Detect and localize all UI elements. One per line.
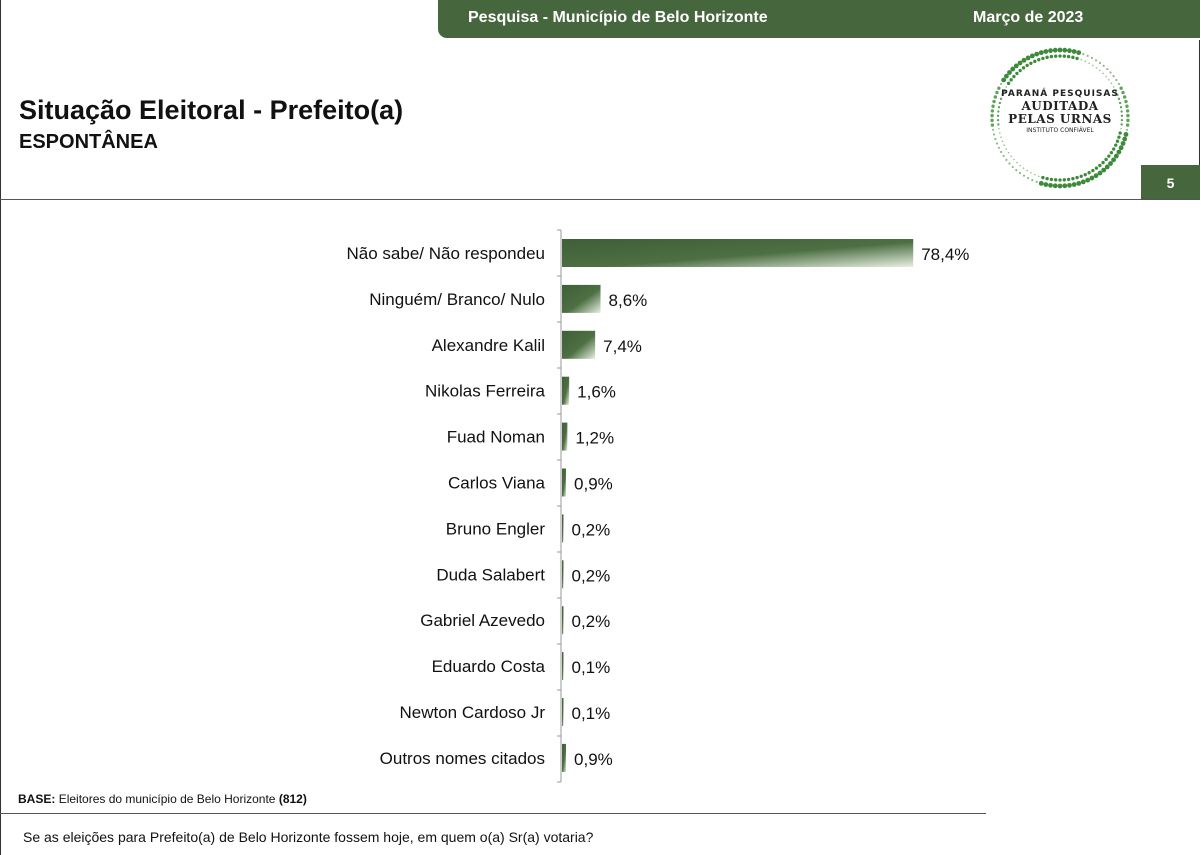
logo-dot bbox=[1039, 50, 1044, 55]
logo-dot bbox=[1121, 141, 1126, 146]
logo-dot bbox=[1041, 57, 1044, 60]
logo-dot bbox=[1114, 144, 1117, 147]
logo-dot bbox=[1007, 82, 1010, 85]
logo-dot bbox=[1101, 161, 1104, 164]
logo-dot bbox=[1067, 183, 1072, 188]
logo-dot bbox=[1048, 183, 1053, 188]
logo-dot bbox=[1076, 50, 1081, 55]
logo-dot bbox=[1099, 70, 1101, 72]
bar bbox=[562, 285, 601, 313]
logo-dot bbox=[1030, 172, 1032, 174]
logo-dot bbox=[1005, 159, 1007, 161]
logo-dot bbox=[1010, 155, 1012, 157]
value-label: 0,1% bbox=[571, 658, 611, 678]
logo-dot bbox=[1071, 177, 1074, 180]
bar bbox=[562, 652, 564, 680]
logo-dot bbox=[1112, 75, 1114, 77]
logo-dot bbox=[1033, 60, 1036, 63]
logo-dot bbox=[1014, 64, 1019, 69]
header-date: Março de 2023 bbox=[973, 9, 1084, 26]
logo-dot bbox=[1108, 79, 1110, 81]
logo-dot bbox=[1110, 151, 1113, 154]
bar bbox=[562, 239, 913, 267]
base-note bbox=[18, 792, 307, 806]
value-label: 8,6% bbox=[608, 290, 648, 310]
logo-dot bbox=[1027, 177, 1029, 179]
logo-dot bbox=[1015, 72, 1018, 75]
logo-dot bbox=[1018, 69, 1021, 72]
category-label: Ninguém/ Branco/ Nulo bbox=[369, 289, 545, 309]
category-label: Newton Cardoso Jr bbox=[399, 703, 545, 722]
category-label: Fuad Noman bbox=[446, 427, 545, 447]
logo-dot bbox=[1041, 176, 1044, 179]
logo-dot bbox=[1092, 65, 1094, 67]
value-label: 0,9% bbox=[574, 474, 613, 494]
logo-dot bbox=[1058, 184, 1063, 189]
logo-dot bbox=[1001, 78, 1006, 83]
logo-dot bbox=[1119, 145, 1124, 150]
logo-dot bbox=[1000, 136, 1002, 138]
bar bbox=[562, 469, 566, 497]
logo-dot bbox=[1098, 164, 1101, 167]
value-label: 0,2% bbox=[571, 612, 611, 632]
logo-dot bbox=[1081, 180, 1086, 185]
logo-dot bbox=[1000, 151, 1002, 153]
bar bbox=[562, 377, 569, 405]
logo-dot bbox=[1013, 159, 1015, 161]
logo-dot bbox=[1122, 137, 1127, 142]
logo-line-3: PELAS URNAS bbox=[1008, 112, 1112, 126]
base-text: Eleitores do município de Belo Horizonte bbox=[58, 792, 276, 806]
bar bbox=[562, 514, 564, 542]
logo-dot bbox=[1037, 58, 1040, 61]
value-label: 0,2% bbox=[571, 566, 611, 586]
logo-dot bbox=[998, 147, 1000, 149]
logo-dot bbox=[1062, 183, 1067, 188]
logo-dot bbox=[1067, 55, 1070, 58]
logo-dot bbox=[1054, 54, 1057, 57]
header-survey-title: Pesquisa - Município de Belo Horizonte bbox=[468, 9, 768, 26]
logo-dot bbox=[1062, 48, 1067, 53]
logo-dot bbox=[1112, 147, 1115, 150]
logo-dot bbox=[1038, 175, 1040, 177]
logo-dot bbox=[1053, 183, 1058, 188]
logo-dot bbox=[1022, 58, 1027, 63]
logo-dot bbox=[1101, 168, 1106, 173]
logo-dot bbox=[1045, 177, 1048, 180]
logo-dot bbox=[1036, 181, 1038, 183]
category-label: Eduardo Costa bbox=[431, 657, 545, 677]
logo-dot bbox=[1058, 178, 1061, 181]
logo-dot bbox=[1034, 52, 1039, 57]
logo-dot bbox=[1031, 179, 1033, 181]
category-label: Nikolas Ferreira bbox=[425, 381, 545, 401]
logo-dot bbox=[1016, 162, 1018, 164]
logo-dot bbox=[1026, 56, 1031, 61]
logo-dot bbox=[1105, 76, 1107, 78]
logo-dot bbox=[1000, 83, 1002, 85]
logo-dot bbox=[1088, 62, 1090, 64]
logo-dot bbox=[1087, 55, 1089, 57]
logo-dot bbox=[1009, 78, 1012, 81]
category-label: Duda Salabert bbox=[436, 565, 545, 585]
logo-dot bbox=[1063, 54, 1066, 57]
logo-dot bbox=[1029, 62, 1032, 65]
logo-dot bbox=[1023, 175, 1025, 177]
value-label: 78,4% bbox=[921, 245, 970, 264]
logo-dot bbox=[1090, 176, 1095, 181]
logo-dot bbox=[1103, 65, 1105, 67]
logo-dot bbox=[1071, 56, 1074, 59]
logo-dot bbox=[1043, 49, 1048, 54]
logo-dot bbox=[1067, 178, 1070, 181]
logo-dot bbox=[1050, 178, 1053, 181]
logo-dot bbox=[1107, 154, 1110, 157]
logo-dot bbox=[1084, 173, 1087, 176]
logo-dot bbox=[1113, 86, 1115, 88]
logo-dot bbox=[1054, 178, 1057, 181]
logo-dot bbox=[1026, 170, 1028, 172]
logo-dot bbox=[1111, 83, 1113, 85]
value-label: 1,6% bbox=[577, 382, 616, 402]
category-label: Bruno Engler bbox=[445, 519, 545, 539]
logo-dot bbox=[1018, 61, 1023, 66]
parana-pesquisas-logo bbox=[980, 42, 1140, 197]
bar bbox=[562, 606, 564, 634]
logo-dot bbox=[994, 138, 996, 140]
logo-dot bbox=[1082, 53, 1084, 55]
logo-dot bbox=[1012, 166, 1014, 168]
logo-dot bbox=[1022, 66, 1025, 69]
logo-dot bbox=[1087, 171, 1090, 174]
logo-dot bbox=[1080, 175, 1083, 178]
logo-dot bbox=[1023, 167, 1025, 169]
logo-dot bbox=[1104, 158, 1107, 161]
bar bbox=[562, 698, 564, 726]
logo-dot bbox=[996, 142, 998, 144]
bar bbox=[562, 423, 567, 451]
logo-dot bbox=[1003, 155, 1005, 157]
logo-dot bbox=[1075, 57, 1078, 60]
logo-dot bbox=[1050, 55, 1053, 58]
logo-dot bbox=[1091, 169, 1094, 172]
logo-dot bbox=[1043, 182, 1048, 187]
header-bar bbox=[438, 0, 1200, 38]
logo-dot bbox=[1030, 53, 1035, 58]
logo-dot bbox=[1008, 152, 1010, 154]
logo-dot bbox=[1095, 166, 1098, 169]
logo-dot bbox=[1116, 150, 1121, 155]
logo-dot bbox=[1006, 86, 1008, 88]
logo-dot bbox=[1039, 181, 1044, 186]
base-count: (812) bbox=[278, 792, 307, 806]
logo-dot bbox=[1034, 174, 1036, 176]
category-label: Carlos Viana bbox=[447, 473, 545, 493]
bar bbox=[562, 331, 595, 359]
logo-dot bbox=[1091, 57, 1093, 59]
page-subtitle: ESPONTÂNEA bbox=[19, 131, 158, 153]
logo-dot bbox=[1019, 165, 1021, 167]
logo-dot bbox=[1085, 178, 1090, 183]
category-label: Não sabe/ Não respondeu bbox=[346, 244, 545, 263]
base-label: BASE: bbox=[18, 792, 56, 806]
category-label: Alexandre Kalil bbox=[431, 335, 545, 355]
logo-dot bbox=[1114, 154, 1119, 159]
logo-dot bbox=[1012, 75, 1015, 78]
logo-dot bbox=[1115, 79, 1117, 81]
value-label: 0,2% bbox=[571, 520, 611, 540]
logo-dot bbox=[1048, 48, 1053, 53]
logo-dot bbox=[1008, 162, 1010, 164]
footer-divider bbox=[0, 813, 986, 814]
logo-dot bbox=[1072, 182, 1077, 187]
logo-dot bbox=[1080, 59, 1082, 61]
logo-dot bbox=[1116, 140, 1119, 143]
logo-dot bbox=[1075, 176, 1078, 179]
logo-dot bbox=[1096, 67, 1098, 69]
logo-dot bbox=[1019, 172, 1021, 174]
logo-dot bbox=[1106, 68, 1108, 70]
logo-dot bbox=[1084, 61, 1086, 63]
logo-dot bbox=[1117, 135, 1120, 138]
logo-dot bbox=[1067, 48, 1072, 53]
logo-dot bbox=[1015, 169, 1017, 171]
survey-question: Se as eleições para Prefeito(a) de Belo Horizonte fossem hoje, em quem o(a) Sr(a) votaria? bbox=[23, 829, 594, 845]
logo-dot bbox=[1098, 171, 1103, 176]
logo-dot bbox=[1053, 48, 1058, 53]
logo-dot bbox=[1002, 140, 1004, 142]
logo-dot bbox=[1072, 49, 1077, 54]
logo-line-4: INSTITUTO CONFIÁVEL bbox=[1026, 127, 1094, 134]
logo-dot bbox=[1109, 71, 1111, 73]
logo-dot bbox=[1006, 148, 1008, 150]
logo-dot bbox=[1004, 144, 1006, 146]
logo-dot bbox=[1058, 54, 1061, 57]
value-label: 7,4% bbox=[603, 336, 642, 356]
logo-line-2: AUDITADA bbox=[1021, 99, 1099, 113]
logo-dot bbox=[1095, 59, 1097, 61]
logo-dot bbox=[1025, 64, 1028, 67]
logo-dot bbox=[1118, 83, 1120, 85]
page-title: Situação Eleitoral - Prefeito(a) bbox=[19, 95, 404, 125]
logo-dot bbox=[1076, 181, 1081, 186]
bar bbox=[562, 560, 564, 588]
logo-dot bbox=[1045, 56, 1048, 59]
logo-dot bbox=[1099, 62, 1101, 64]
value-label: 0,9% bbox=[574, 749, 613, 769]
value-label: 0,1% bbox=[571, 704, 611, 723]
category-label: Outros nomes citados bbox=[379, 748, 545, 768]
logo-dot bbox=[1063, 178, 1066, 181]
bar-chart bbox=[0, 200, 1201, 790]
category-label: Gabriel Azevedo bbox=[420, 611, 545, 631]
logo-dot bbox=[1094, 173, 1099, 178]
value-label: 1,2% bbox=[575, 428, 615, 448]
logo-dot bbox=[1058, 48, 1063, 53]
page-number: 5 bbox=[1141, 165, 1200, 199]
logo-dot bbox=[1102, 73, 1104, 75]
logo-line-1: PARANÁ PESQUISAS bbox=[1001, 89, 1119, 99]
bar bbox=[562, 744, 566, 772]
